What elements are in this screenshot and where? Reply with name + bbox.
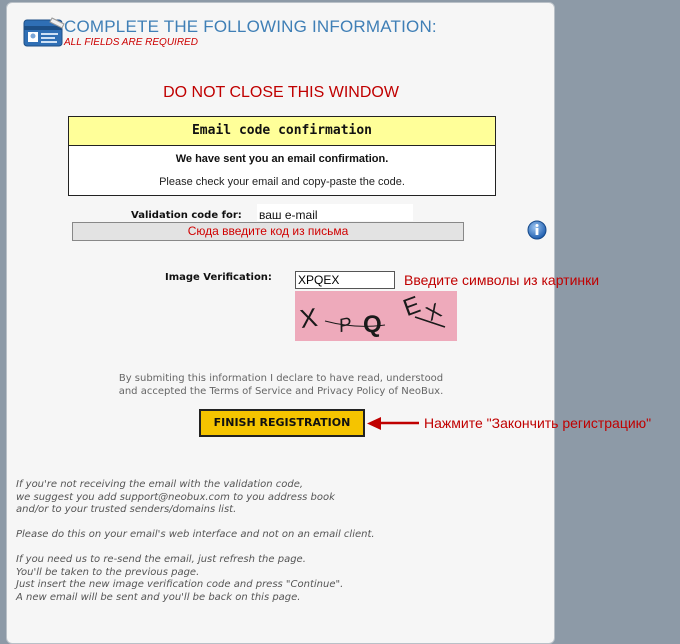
terms-declaration: [61, 372, 501, 398]
terms-line: and accepted the Terms of Service and Privacy Policy of NeoBux.: [118, 386, 444, 397]
validation-email-value: ваш e-mail: [257, 204, 413, 221]
help-line: A new email will be sent and you'll be back on this page.: [16, 591, 301, 603]
page-title: COMPLETE THE FOLLOWING INFORMATION:: [64, 17, 437, 36]
help-line: and/or to your trusted senders/domains list.: [16, 504, 237, 515]
captcha-noise: [295, 291, 457, 341]
captcha-char: X: [422, 299, 446, 326]
captcha-char: Q: [363, 311, 382, 338]
help-line: If you're not receiving the email with the validation code,: [16, 479, 304, 490]
help-paragraph: [16, 479, 546, 517]
help-paragraph: [16, 529, 546, 542]
help-line: we suggest you add support@neobux.com to you address book: [16, 491, 335, 503]
registration-panel: [6, 2, 652, 644]
help-line: You'll be taken to the previous page.: [16, 566, 200, 578]
email-confirmation-box: [68, 116, 496, 196]
help-line: If you need us to re-send the email, just refresh the page.: [16, 554, 306, 565]
captcha-char: X: [297, 301, 320, 335]
arrow-left-icon: [367, 416, 419, 432]
finish-registration-button[interactable]: FINISH REGISTRATION: [199, 409, 365, 437]
captcha-char: E: [399, 291, 424, 322]
id-card-icon: [22, 16, 66, 50]
confirmation-message: We have sent you an email confirmation.: [175, 153, 389, 165]
help-line: Just insert the new image verification code and press "Continue".: [16, 579, 344, 590]
terms-line: By submiting this information I declare to have read, understood: [118, 373, 444, 384]
confirmation-instructions: Please check your email and copy-paste the code.: [159, 176, 405, 188]
validation-code-input[interactable]: Сюда введите код из письма: [72, 222, 464, 241]
help-paragraph: [16, 554, 546, 604]
image-verification-label: Image Verification:: [165, 272, 272, 283]
captcha-char: P: [336, 313, 354, 338]
required-note: ALL FIELDS ARE REQUIRED: [64, 37, 198, 48]
captcha-image: [295, 291, 457, 341]
finish-registration-hint: Нажмите "Закончить регистрацию": [424, 415, 652, 431]
help-line: Please do this on your email's web interface and not on an email client.: [16, 529, 375, 540]
confirmation-title: Email code confirmation: [69, 117, 495, 146]
info-icon[interactable]: [527, 220, 547, 240]
do-not-close-warning: DO NOT CLOSE THIS WINDOW: [163, 84, 399, 101]
image-verification-hint: Введите символы из картинки: [404, 272, 600, 288]
image-verification-input[interactable]: XPQEX: [295, 271, 395, 289]
validation-code-label: Validation code for:: [131, 210, 242, 221]
email-help-text: [16, 479, 546, 617]
